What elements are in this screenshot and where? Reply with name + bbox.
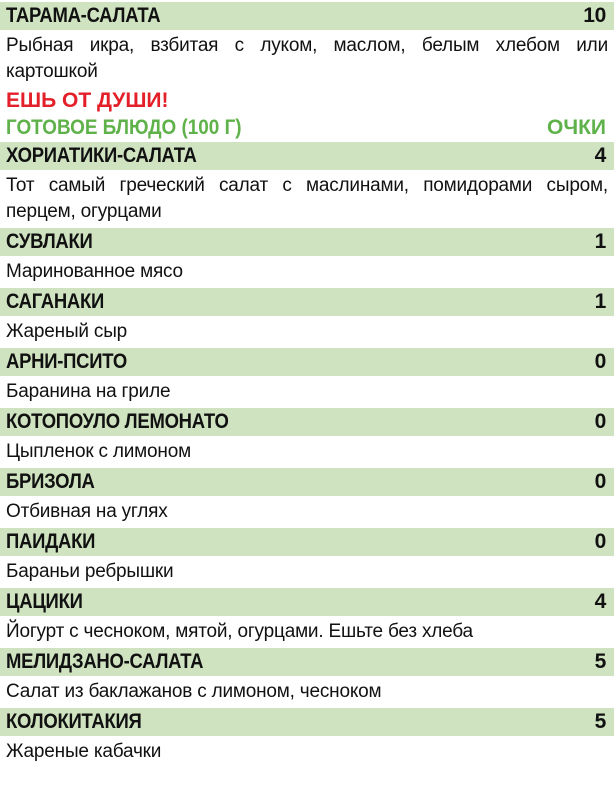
dish-points: 1 [594, 230, 606, 253]
dish-points: 0 [594, 470, 606, 493]
dish-description: Жареные кабачки [6, 741, 162, 762]
dish-column-header: ГОТОВОЕ БЛЮДО (100 Г) [6, 116, 242, 139]
dish-name: КОЛОКИТАКИЯ [6, 710, 142, 733]
dish-points: 1 [594, 290, 606, 313]
dish-name: СУВЛАКИ [6, 230, 93, 253]
points-column-header: ОЧКИ [546, 116, 606, 139]
dish-description: Рыбная икра, взбитая с луком, маслом, белым хлебом или картошкой [6, 35, 608, 82]
dish-description: Цыпленок с лимоном [6, 441, 191, 462]
dish-name: АРНИ-ПСИТО [6, 350, 127, 373]
dish-name: МЕЛИДЗАНО-САЛАТА [6, 650, 204, 673]
dish-name: ЦАЦИКИ [6, 590, 83, 613]
dish-row [0, 588, 614, 616]
dish-name: БРИЗОЛА [6, 470, 95, 493]
section-title: ЕШЬ ОТ ДУШИ! [6, 89, 169, 112]
dish-name: КОТОПОУЛО ЛЕМОНАТО [6, 410, 229, 433]
dish-row [0, 288, 614, 316]
dish-name: ТАРАМА-САЛАТА [6, 4, 161, 27]
dish-row [0, 348, 614, 376]
dish-list [0, 142, 614, 768]
dish-points: 0 [594, 350, 606, 373]
dish-description: Маринованное мясо [6, 261, 183, 282]
dish-description: Баранина на гриле [6, 381, 171, 402]
dish-description: Салат из баклажанов с лимоном, чесноком [6, 681, 382, 702]
points-table-page [0, 2, 614, 790]
dish-points: 5 [594, 710, 606, 733]
dish-row [0, 708, 614, 736]
dish-row [0, 142, 614, 170]
dish-points: 0 [594, 530, 606, 553]
dish-description: Йогурт с чесноком, мятой, огурцами. Ешьте без хлеба [6, 621, 473, 642]
dish-row [0, 468, 614, 496]
dish-description: Бараньи ребрышки [6, 561, 174, 582]
dish-name: ПАИДАКИ [6, 530, 96, 553]
dish-row-tarama [0, 2, 614, 30]
dish-row [0, 228, 614, 256]
dish-row [0, 408, 614, 436]
dish-description: Тот самый греческий салат с маслинами, помидорами сыром, перцем, огурцами [6, 175, 608, 222]
dish-points: 4 [594, 144, 606, 167]
dish-row [0, 528, 614, 556]
dish-points: 10 [583, 4, 606, 27]
dish-points: 5 [594, 650, 606, 673]
dish-row [0, 648, 614, 676]
dish-description: Отбивная на углях [6, 501, 168, 522]
table-header [0, 114, 614, 142]
dish-points: 0 [594, 410, 606, 433]
dish-description: Жареный сыр [6, 321, 128, 342]
dish-points: 4 [594, 590, 606, 613]
dish-name: ХОРИАТИКИ-САЛАТА [6, 144, 197, 167]
dish-name: САГАНАКИ [6, 290, 105, 313]
